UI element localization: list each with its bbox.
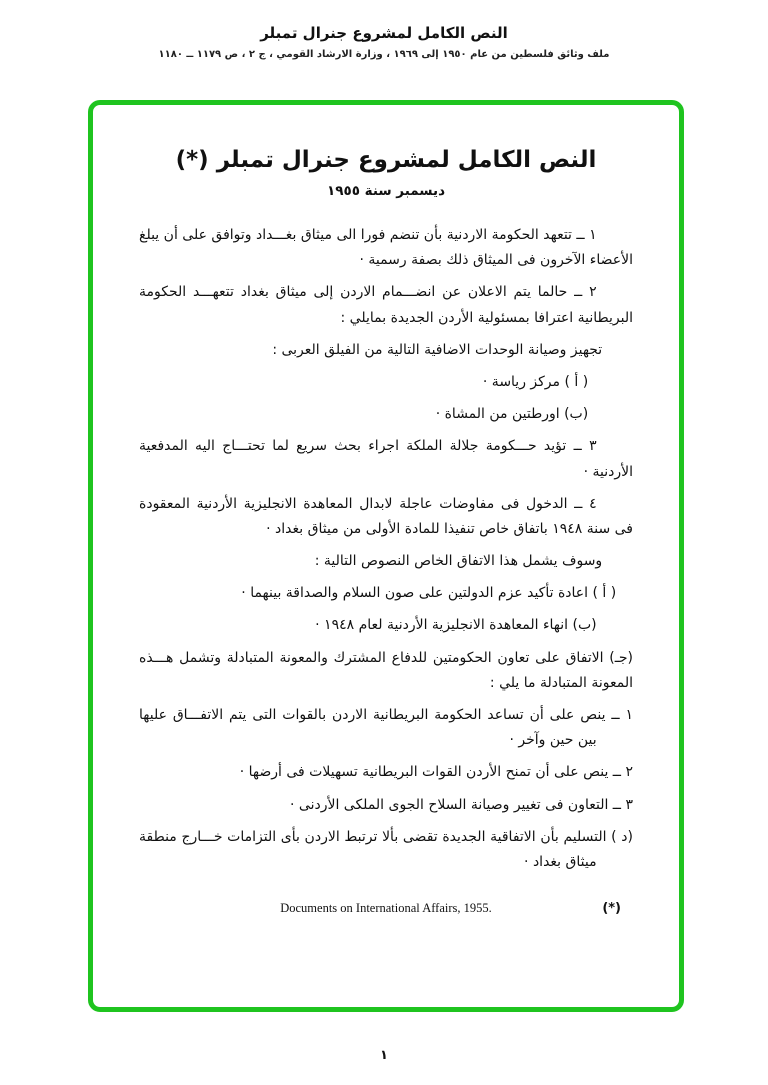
paragraph-3: تجهيز وصيانة الوحدات الاضافية التالية من الفيلق العربى :: [272, 341, 603, 358]
document-date: ديسمبر سنة ١٩٥٥: [326, 183, 446, 199]
page-header: [0, 0, 768, 60]
sub-item-1: ١ ــ ينص على أن تساعد الحكومة البريطانية الاردن بالقوات التى يتم الاتفـــاق عليها بين حين وآخر ·: [139, 707, 633, 749]
footnote-marker: (*): [602, 901, 621, 917]
footnote-row: [139, 901, 633, 923]
list-item-b: (ب) اورطتين من المشاة ·: [435, 406, 589, 423]
sub-item-2: ٢ ــ ينص على أن تمنح الأردن القوات البريطانية تسهيلات فى أرضها ·: [239, 764, 633, 781]
list-item-j: (جـ) الاتفاق على تعاون الحكومتين للدفاع المشترك والمعونة المتبادلة وتشمل هـــذه المعونة المتبادلة ما يلي :: [139, 649, 633, 691]
list-item-d: (د ) التسليم بأن الاتفاقية الجديدة تقضى بألا ترتبط الاردن بأى التزامات خـــارج منطقة ميثاق بغداد ·: [139, 828, 633, 870]
document-frame: [88, 100, 684, 1012]
document-body: [139, 223, 633, 875]
paragraph-5: ٤ ــ الدخول فى مفاوضات عاجلة لابدال المعاهدة الانجليزية الأردنية المعقودة فى سنة ١٩٤٨ باتفاق خاص تنفيذا للمادة الأولى من ميثاق بغداد ·: [139, 495, 633, 537]
list-item-a2: ( أ ) اعادة تأكيد عزم الدولتين على صون السلام والصداقة بينهما ·: [241, 585, 617, 602]
header-source-line: ملف وثائق فلسطين من عام ١٩٥٠ إلى ١٩٦٩ ، وزارة الارشاد القومي ، ج ٢ ، ص ١١٧٩ ــ ١١٨٠: [158, 49, 610, 60]
paragraph-1: ١ ــ تتعهد الحكومة الاردنية بأن تنضم فورا الى ميثاق بغـــداد وتوافق على أن يبلغ الأعضاء الآخرون فى الميثاق ذلك بصفة رسمية ·: [139, 227, 633, 269]
page-number: ١: [380, 1048, 388, 1063]
paragraph-4: ٣ ــ تؤيد حـــكومة جلالة الملكة اجراء بحث سريع لما تحتـــاج اليه المدفعية الأردنية ·: [139, 438, 633, 480]
paragraph-6: وسوف يشمل هذا الاتفاق الخاص النصوص التالية :: [314, 553, 603, 570]
header-title: النص الكامل لمشروع جنرال تمبلر: [260, 24, 508, 42]
sub-item-3: ٣ ــ التعاون فى تغيير وصيانة السلاح الجوى الملكى الأردنى ·: [290, 796, 633, 813]
document-title: النص الكامل لمشروع جنرال تمبلر (*): [175, 147, 597, 173]
footnote-reference: Documents on International Affairs, 1955.: [280, 901, 492, 916]
list-item-a: ( أ ) مركز رياسة ·: [482, 373, 589, 390]
list-item-b2: (ب) انهاء المعاهدة الانجليزية الأردنية لعام ١٩٤٨ ·: [315, 617, 597, 634]
paragraph-2: ٢ ــ حالما يتم الاعلان عن انضـــمام الاردن إلى ميثاق بغداد تتعهـــد الحكومة البريطانية اعترافا بمسئولية الأردن الجديدة بمايلي :: [139, 284, 633, 326]
